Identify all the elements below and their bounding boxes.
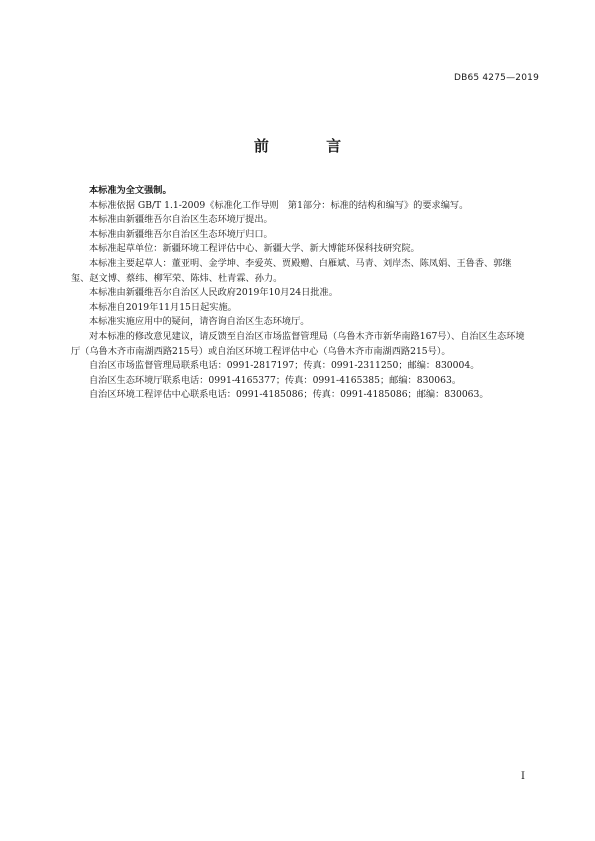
- paragraph-drafting-units: 本标准起草单位：新疆环境工程评估中心、新疆大学、新大博能环保科技研究院。: [89, 243, 420, 255]
- paragraph-inquiry: 本标准实施应用中的疑问，请咨询自治区生态环境厅。: [89, 316, 310, 328]
- foreword-body: [71, 184, 526, 403]
- paragraph-feedback: 对本标准的修改意见建议，请反馈至自治区市场监督管理局（乌鲁木齐市新华南路167号）、自治区生态环境厅（乌鲁木齐市南湖西路215号）或自治区环境工程评估中心（乌鲁木齐市南湖西路215号）。: [71, 330, 525, 357]
- contact-market-supervision: 自治区市场监督管理局联系电话：0991-2817197；传真：0991-2311250；邮编：830004。: [89, 360, 480, 372]
- document-code: DB65 4275—2019: [453, 73, 539, 83]
- page-number: I: [521, 771, 525, 782]
- paragraph-administrator: 本标准由新疆维吾尔自治区生态环境厅归口。: [89, 228, 273, 240]
- mandatory-statement: 本标准为全文强制。: [89, 185, 172, 196]
- contact-assessment-center: 自治区环境工程评估中心联系电话：0991-4185086；传真：0991-4185086；邮编：830063。: [89, 389, 489, 401]
- page-title: 前 言: [253, 137, 368, 155]
- contact-ecology-environment: 自治区生态环境厅联系电话：0991-4165377；传真：0991-4165385；邮编：830063。: [89, 374, 462, 386]
- paragraph-proposer: 本标准由新疆维吾尔自治区生态环境厅提出。: [89, 214, 273, 226]
- paragraph-effective-date: 本标准自2019年11月15日起实施。: [89, 301, 237, 313]
- paragraph-basis: 本标准依据 GB/T 1.1-2009《标准化工作导则 第1部分：标准的结构和编写》的要求编写。: [89, 199, 469, 211]
- paragraph-drafters: 本标准主要起草人：董亚明、金学坤、李爱英、贾殿赠、白雁斌、马青、刘岸杰、陈凤娟、王鲁香、郭继玺、赵文博、蔡纬、柳军荣、陈炜、杜青霖、孙力。: [71, 257, 512, 284]
- paragraph-approval: 本标准由新疆维吾尔自治区人民政府2019年10月24日批准。: [89, 287, 338, 299]
